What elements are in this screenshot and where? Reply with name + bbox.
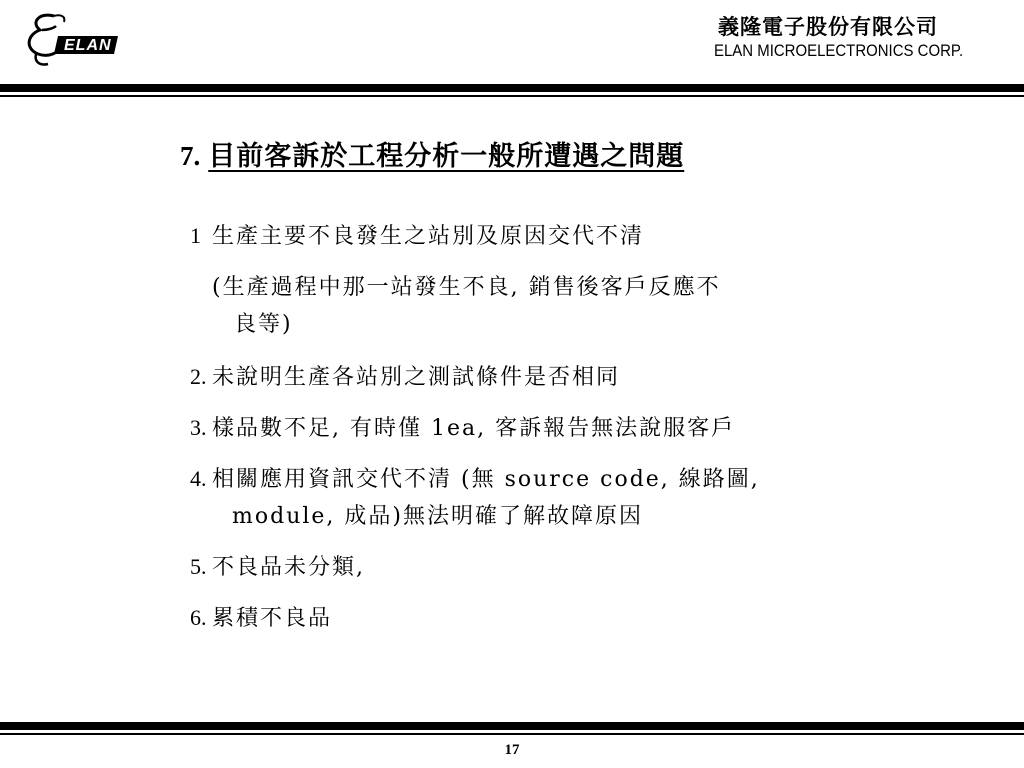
list-item-text: 良等) [234, 312, 293, 337]
page-number: 17 [504, 742, 520, 758]
list-item-number: 3. [190, 415, 207, 440]
footer-rule-thick [0, 722, 1024, 730]
list-item [190, 359, 830, 396]
list-item-number: 4. [190, 466, 207, 491]
list-item-note-continued [190, 306, 830, 343]
header-rule-thick [0, 84, 1024, 92]
elan-logo [20, 8, 120, 70]
list-item-text: 相關應用資訊交代不清 (無 source code, 線路圖, [212, 467, 760, 492]
list-item-continued [190, 498, 830, 535]
list-item [190, 600, 830, 637]
list-item-number: 6. [190, 605, 207, 630]
list-item-text: module, 成品)無法明確了解故障原因 [232, 504, 643, 529]
list-item-note [190, 269, 830, 306]
footer-rule-thin [0, 733, 1024, 735]
list-item-text: (生產過程中那一站發生不良, 銷售後客戶反應不 [212, 275, 721, 300]
list-item-text: 不良品未分類, [212, 555, 365, 580]
slide-title-text: 目前客訴於工程分析一般所遭遇之問題 [208, 141, 685, 172]
company-name [714, 14, 1014, 62]
list-item [190, 410, 830, 447]
slide-title [180, 134, 684, 173]
slide-title-number: 7. [180, 141, 201, 171]
company-name-chinese: 義隆電子股份有限公司 [718, 15, 938, 39]
header-rule-thin [0, 95, 1024, 97]
list-item [190, 549, 830, 586]
list-item [190, 218, 830, 255]
list-item [190, 461, 830, 498]
list-item-number: 5. [190, 554, 207, 579]
logo-text: ELAN [64, 37, 112, 54]
list-item-text: 樣品數不足, 有時僅 1ea, 客訴報告無法說服客戶 [212, 416, 736, 441]
issue-list [190, 218, 830, 637]
list-item-text: 生產主要不良發生之站別及原因交代不清 [212, 224, 645, 249]
list-item-number: 2. [190, 364, 207, 389]
list-item-text: 未說明生產各站別之測試條件是否相同 [212, 365, 621, 390]
company-name-english: ELAN MICROELECTRONICS CORP. [714, 41, 964, 60]
list-item-number: 1 [190, 223, 201, 248]
list-item-text: 累積不良品 [212, 606, 333, 631]
